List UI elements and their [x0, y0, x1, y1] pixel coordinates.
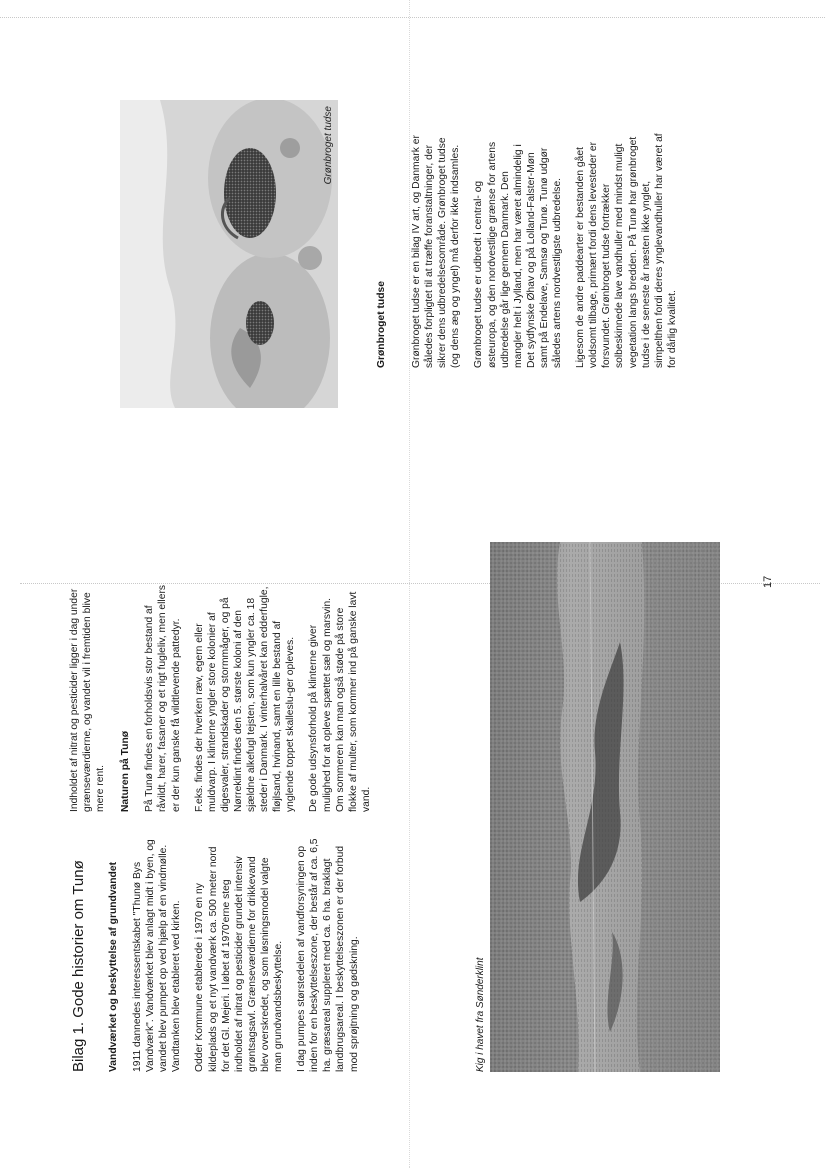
- paragraph: Odder Kommune etablerede i 1970 en ny kildeplads og et nyt vandværk ca. 500 meter nord for det Gl. Mejeri. I løbet af 1970'erne steg indholdet af nitrat og pesticider grundet intensiv grøntsagsavl. Grænseværdierne for drikkevand blev overskredet, og som løsningsmodel valgte man grundvandsbeskyttelse.: [194, 846, 285, 1072]
- sea-photo: [490, 542, 720, 1072]
- paragraph: På Tunø findes en forholdsvis stor bestand af råvildt, harer, fasaner og et rigt fugleliv, men ellers er der kun ganske få vildtlevende pattedyr.: [144, 584, 182, 812]
- paragraph: Indholdet af nitrat og pesticider ligger i dag under grænseværdierne, og vandet vil i fremtiden blive mere rent.: [69, 588, 107, 812]
- section-heading-water: Vandværket og beskyttelse af grundvandet: [108, 861, 119, 1072]
- paragraph: F.eks. findes der hverken ræv, egern eller muldvarp. I klinterne yngler store kolonier af digesvaler, strandskader og stormmåger, og på Nørreklint findes den 5. største koloni af den sjældne alkefugl tejsten, som kun yngler ca. 18 steder i Danmark. I vinterhalvåret kan edderfugle, fløjlsand, hvinand, samt en lille bestand af ynglende toppet skalleslu-ger opleves.: [193, 586, 297, 812]
- section-heading-toad: Grønbroget tudse: [376, 281, 387, 368]
- sea-photo-graphic: [490, 542, 720, 1072]
- toad-photo-graphic: [120, 100, 338, 408]
- page-title: Bilag 1. Gode historier om Tunø: [70, 860, 87, 1072]
- paragraph: Grønbroget tudse er en bilag IV art, og Danmark er således forpligtet til at træffe foranstaltninger, der sikrer dens udbredelsesområde. Grønbroget tudse (og dens æg og yngel) må derfor ikke indsamles.: [411, 135, 462, 368]
- toad-photo: [120, 100, 338, 408]
- column-right: [375, 133, 689, 368]
- page-number: 17: [762, 575, 774, 588]
- paragraph: De gode udsynsforhold på klinterne giver mulighed for at opleve spættet sæl og marsvin. Om sommeren kan man også støde på store flokke af multer, som kommer ind på ganske lavt vand.: [308, 591, 372, 812]
- section-heading-nature: Naturen på Tunø: [120, 730, 132, 812]
- page-edge-line: [0, 17, 825, 18]
- toad-caption: Grønbroget tudse: [323, 106, 334, 185]
- paragraph: Ligesom de andre paddearter er bestanden gået voldsomt tilbage, primært fordi dens levesteder er forsvundet. Grønbroget tudse fortrækker solbeskinnede lave vandhuller med mindst muligt vegetation langs bredden. På Tunø har grønbroget tudse i de seneste år næsten ikke ynglet, simpelthen fordi deres ynglevandhuller har været af for dårlig kvalitet.: [575, 133, 678, 368]
- paragraph: Grønbroget tudse er udbredt i central- og østeuropa, og den nordvestlige grænse for artens udbredelse går lige gennem Danmark. Den mangler helt i Jylland, men har været almindelig i Det sydfynske Øhav og på Lolland-Falster-Møn samt på Endelave, Samsø og Tunø. Tunø udgør således artens nordvestligste udbredelse.: [473, 141, 564, 368]
- paragraph: 1911 dannedes interessentskabet "Thunø Bys Vandværk". Vandværket blev anlagt midt i byen, og vandet blev pumpet op ved hjælp af en vindmølle. Vandtanken blev etableret ved kirken.: [132, 839, 183, 1072]
- paragraph: I dag pumpes størstedelen af vandforsyningen op inden for en beskyttelseszone, der består af ca. 6,5 ha. græsareal suppleret med ca. 6 ha. braklagt landbrugsareal. I beskyttelseszonen er der forbud mod sprøjtning og gødskning.: [296, 838, 360, 1072]
- photo-caption-sea: Kig i havet fra Sønderklint: [475, 957, 486, 1072]
- column-left: [70, 836, 371, 1072]
- column-middle: [68, 582, 383, 812]
